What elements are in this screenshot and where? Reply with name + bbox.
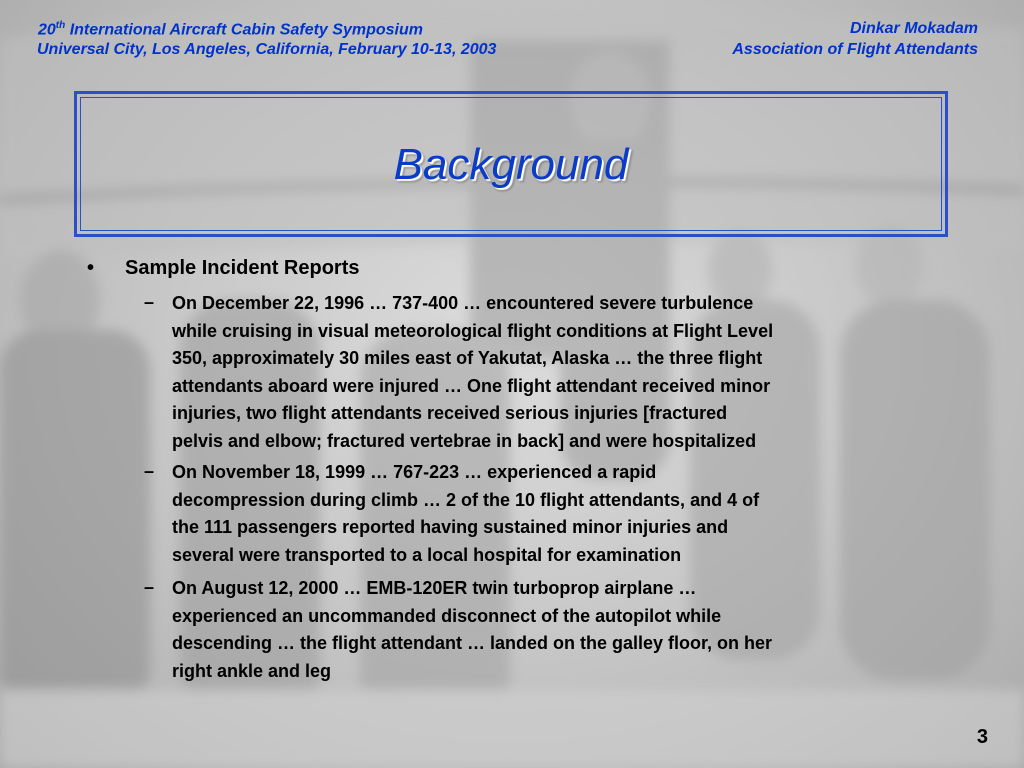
symposium-number: 20 <box>38 21 56 39</box>
incident-report-1 <box>172 290 942 455</box>
report-line: experienced an uncommanded disconnect of the autopilot while <box>172 605 722 626</box>
report-line: injuries, two flight attendants received serious injuries [fractured <box>172 403 728 423</box>
report-line: decompression during climb … 2 of the 10 flight attendants, and 4 of <box>172 489 760 510</box>
report-line: attendants aboard were injured … One flight attendant received minor <box>172 375 771 396</box>
sub-bullet-marker: – <box>144 292 155 312</box>
report-line: On November 18, 1999 … 767-223 … experienced a rapid <box>172 462 657 482</box>
report-line: several were transported to a local hospital for examination <box>172 544 682 565</box>
bullet-marker: • <box>87 257 95 279</box>
symposium-ordinal: th <box>55 20 66 31</box>
page-number: 3 <box>976 726 988 748</box>
slide-title: Background <box>393 140 629 189</box>
incident-report-2 <box>172 459 942 569</box>
report-line: descending … the flight attendant … landed on the galley floor, on her <box>172 633 773 653</box>
report-line: right ankle and leg <box>172 660 332 681</box>
presenter-organization: Association of Flight Attendants <box>732 41 978 58</box>
symposium-name: International Aircraft Cabin Safety Symposium <box>65 21 423 39</box>
report-line: pelvis and elbow; fractured vertebrae in back] and were hospitalized <box>172 430 757 451</box>
report-line: the 111 passengers reported having sustained minor injuries and <box>172 517 729 537</box>
report-line: 350, approximately 30 miles east of Yakutat, Alaska … the three flight <box>172 348 763 368</box>
incident-report-3 <box>172 575 942 685</box>
report-line: while cruising in visual meteorological flight conditions at Flight Level <box>172 320 774 341</box>
presenter-name: Dinkar Mokadam <box>849 20 978 37</box>
sub-bullet-marker: – <box>144 577 155 597</box>
bullet-heading: Sample Incident Reports <box>125 257 360 279</box>
report-line: On December 22, 1996 … 737-400 … encountered severe turbulence <box>172 293 754 313</box>
symposium-location: Universal City, Los Angeles, California, February 10-13, 2003 <box>37 41 497 58</box>
sub-bullet-marker: – <box>144 461 155 481</box>
report-line: On August 12, 2000 … EMB-120ER twin turboprop airplane … <box>172 578 697 598</box>
